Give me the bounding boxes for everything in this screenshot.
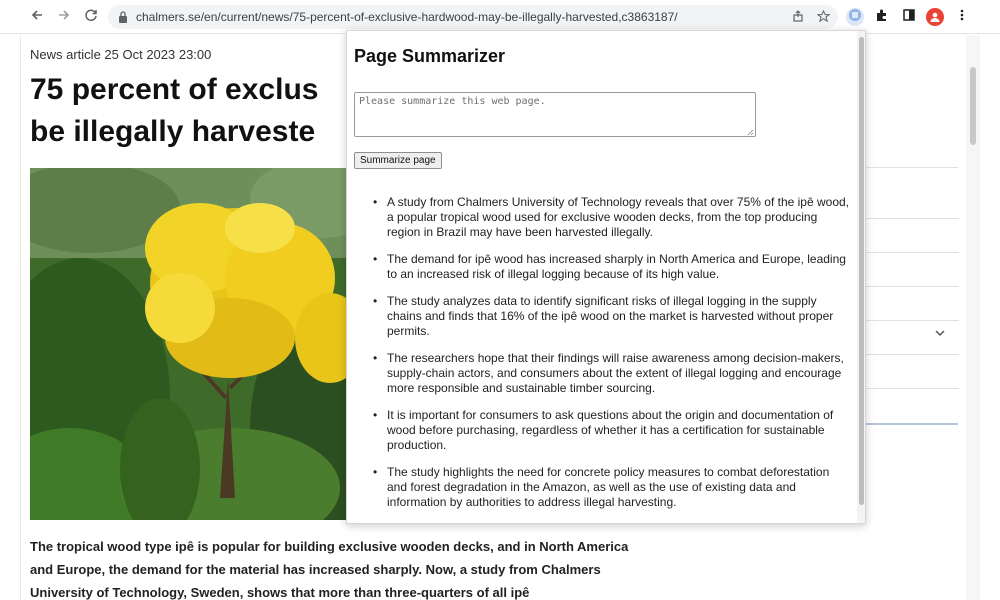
page-summarizer-extension-icon — [848, 8, 862, 22]
summary-item: • The study analyzes data to identify significant risks of illegal logging in the supply chains and finds that 16% of the ipê wood on the market is harvested without proper permits. — [373, 294, 834, 338]
article-body: The tropical wood type ipê is popular for building exclusive wooden decks, and in North America and Europe, the demand for the material has increased sharply. Now, a study from Chalmers University of Technology, Sweden, shows that more than three-quarters of all ipê — [30, 539, 629, 600]
sidebar-divider — [863, 320, 959, 321]
puzzle-icon — [875, 8, 889, 22]
sidebar-divider — [863, 286, 959, 287]
url-text: chalmers.se/en/current/news/75-percent-of-exclusive-hardwood-may-be-illegally-harvested,c3863187/ — [136, 10, 678, 24]
kebab-menu-icon — [960, 8, 964, 22]
browser-toolbar — [0, 0, 1000, 34]
page-scrollbar[interactable] — [966, 35, 980, 600]
side-panel-button[interactable] — [900, 8, 918, 26]
sidebar-expand-button[interactable] — [933, 326, 949, 342]
popup-scrollbar-thumb[interactable] — [859, 37, 864, 505]
summary-item: • The study highlights the need for concrete policy measures to combat deforestation and forest degradation in the Amazon, as well as the use of existing data and information by authorities to address illegal harvesting. — [373, 465, 830, 509]
sidebar-accent-rule — [862, 423, 958, 425]
summary-item: • A study from Chalmers University of Technology reveals that over 75% of the ipê wood, a popular tropical wood used for exclusive wooden decks, from the top producing region in Brazil may have been harvested illegally. — [373, 195, 850, 239]
page-summarizer-popup — [346, 30, 866, 524]
extensions-button[interactable] — [873, 8, 891, 26]
sidebar-divider — [863, 218, 959, 219]
article-title-line-1: 75 percent of exclus — [30, 73, 319, 106]
resize-grip-icon[interactable] — [747, 129, 754, 136]
popup-title: Page Summarizer — [354, 46, 506, 66]
sidebar-divider — [863, 252, 959, 253]
bookmark-button[interactable] — [816, 10, 830, 24]
reload-icon — [84, 8, 98, 22]
address-bar[interactable] — [108, 5, 838, 29]
lock-icon — [118, 10, 128, 24]
sidebar-panel — [862, 167, 958, 425]
star-icon — [817, 10, 830, 23]
summary-list — [367, 195, 851, 522]
back-button[interactable] — [28, 8, 46, 26]
article-meta: News article 25 Oct 2023 23:00 — [30, 47, 212, 62]
page-scrollbar-thumb[interactable] — [970, 67, 976, 145]
summary-item: • It is important for consumers to ask questions about the origin and documentation of wood before purchasing, regardless of whether it has a certification for sustainable production. — [373, 408, 834, 452]
sidebar-divider — [863, 388, 959, 389]
reload-button[interactable] — [82, 8, 100, 26]
sidebar-divider — [863, 354, 959, 355]
profile-avatar-icon[interactable] — [926, 8, 944, 26]
popup-scrollbar[interactable] — [857, 31, 866, 524]
chevron-down-icon — [933, 326, 947, 340]
summarize-page-button[interactable]: Summarize page — [354, 152, 442, 169]
share-icon — [792, 10, 804, 22]
forward-button[interactable] — [55, 8, 73, 26]
prompt-input[interactable] — [354, 92, 756, 137]
page-divider — [20, 35, 21, 600]
arrow-left-icon — [30, 8, 44, 22]
forest-photo — [30, 168, 360, 520]
article-hero-image — [30, 168, 360, 520]
summary-item: • The researchers hope that their findings will raise awareness among decision-makers, supply-chain actors, and consumers about the extent of illegal logging and encourage more responsible and sustainable timber sourcing. — [373, 351, 844, 395]
article-title-line-2: be illegally harveste — [30, 115, 316, 148]
browser-menu-button[interactable] — [953, 8, 971, 26]
side-panel-icon — [902, 8, 916, 22]
page-summarizer-extension-button[interactable] — [846, 8, 864, 26]
summary-item: • The demand for ipê wood has increased sharply in North America and Europe, leading to an increased risk of illegal logging because of its high value. — [373, 252, 846, 281]
arrow-right-icon — [57, 8, 71, 22]
share-button[interactable] — [791, 10, 805, 24]
